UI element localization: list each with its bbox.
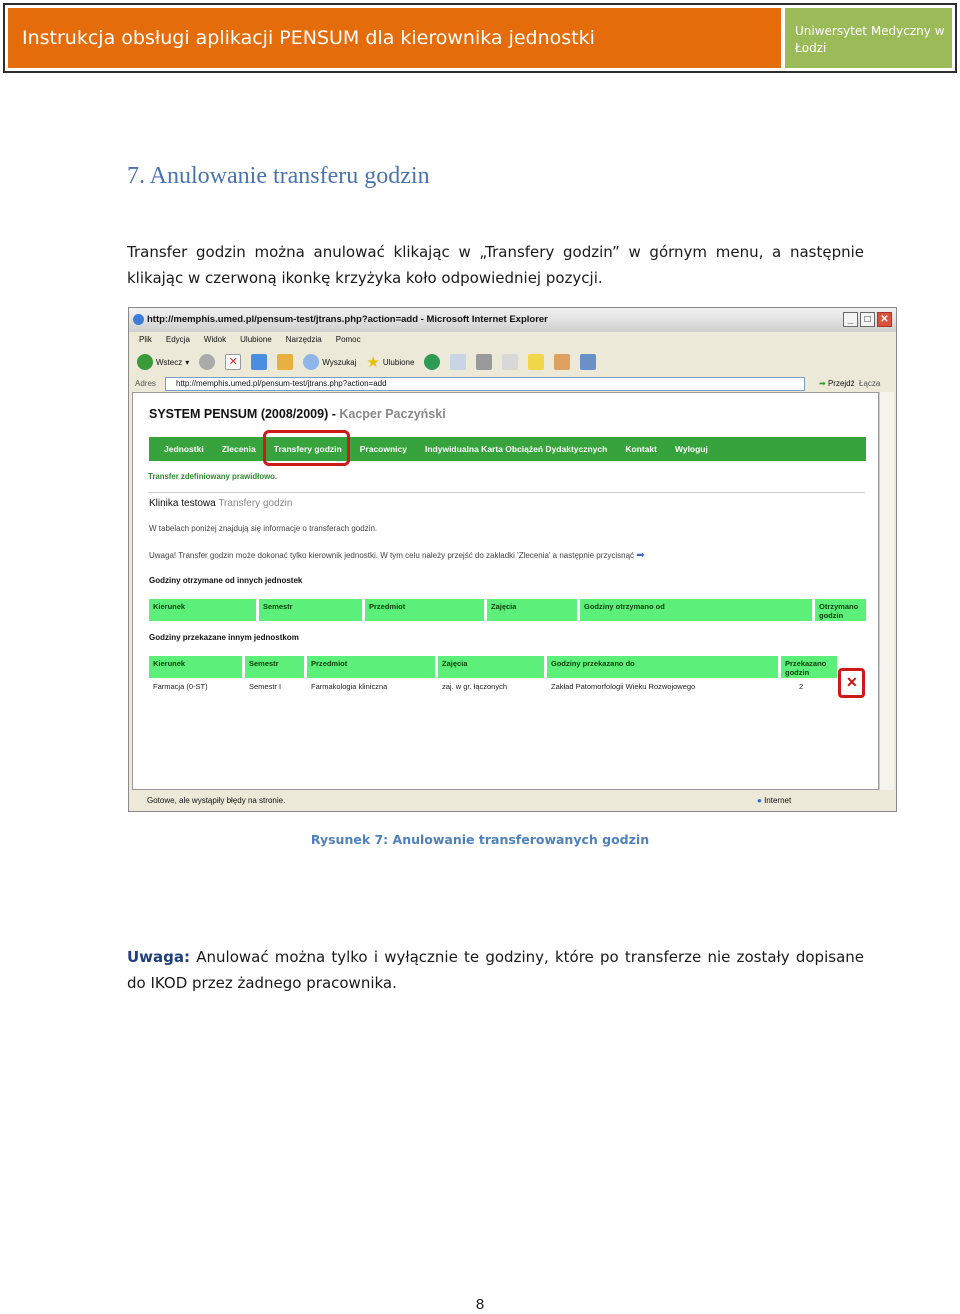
go-button[interactable] xyxy=(819,376,855,392)
back-label: Wstecz xyxy=(156,357,183,367)
page-number: 8 xyxy=(475,1296,485,1313)
window-title: http://memphis.umed.pl/pensum-test/jtrans.php?action=add - Microsoft Internet Explorer xyxy=(147,314,548,325)
favorites-label: Ulubione xyxy=(382,357,415,367)
breadcrumb xyxy=(149,498,292,509)
table-cell: Zakład Patomorfologii Wieku Rozwojowego xyxy=(547,678,781,696)
nav-kontakt[interactable]: Kontakt xyxy=(625,444,657,454)
status-bar xyxy=(129,791,896,811)
column-header: Kierunek xyxy=(149,599,259,621)
app-nav xyxy=(149,437,866,461)
menu-item[interactable]: Pomoc xyxy=(335,335,361,344)
document-title: Instrukcja obsługi aplikacji PENSUM dla kierownika jednostki xyxy=(8,8,781,68)
figure-caption: Rysunek 7: Anulowanie transferowanych godzin xyxy=(310,832,650,847)
warning-text: Uwaga! Transfer godzin może dokonać tylko kierownik jednostki. W tym celu należy przejść do zakładki 'Zlecenia' a następnie przycisnąć xyxy=(149,551,635,560)
search-label: Wyszukaj xyxy=(322,357,357,367)
go-label: Przejdź xyxy=(827,379,855,388)
note-text: Anulować można tylko i wyłącznie te godziny, które po transferze nie zostały dopisane do IKOD przez żadnego pracownika. xyxy=(127,948,864,992)
institution-name: Uniwersytet Medyczny w Łodzi xyxy=(785,8,952,68)
table-cell: 2 xyxy=(781,678,837,696)
address-bar xyxy=(129,376,896,392)
received-title: Godziny otrzymane od innych jednostek xyxy=(149,576,303,585)
column-header: Semestr xyxy=(245,656,307,678)
table-cell: zaj. w gr. łączonych xyxy=(438,678,547,696)
column-header: Zajęcia xyxy=(438,656,547,678)
column-header: Godziny otrzymano od xyxy=(580,599,815,621)
maximize-icon[interactable]: □ xyxy=(860,312,875,327)
page-viewport xyxy=(132,392,879,790)
research-icon[interactable] xyxy=(554,354,570,370)
messenger-icon[interactable] xyxy=(580,354,596,370)
user-name: Kacper Paczyński xyxy=(339,407,446,421)
note-paragraph xyxy=(127,944,864,996)
star-icon: ★ xyxy=(366,354,380,371)
menu-bar xyxy=(129,332,896,348)
column-header: Przedmiot xyxy=(307,656,438,678)
menu-item[interactable]: Plik xyxy=(139,335,152,344)
back-button[interactable]: Wstecz ▾ xyxy=(137,354,189,370)
success-message: Transfer zdefiniowany prawidłowo. xyxy=(148,472,278,481)
nav-jednostki[interactable]: Jednostki xyxy=(164,444,204,454)
table-header-row xyxy=(149,599,866,621)
delete-transfer-icon[interactable]: ✕ xyxy=(846,674,858,690)
column-header: Godziny przekazano do xyxy=(547,656,781,678)
column-header: Przedmiot xyxy=(365,599,487,621)
breadcrumb-unit: Klinika testowa xyxy=(149,498,216,509)
magnifier-icon xyxy=(303,354,319,370)
arrow-icon: ➡ xyxy=(636,550,645,561)
menu-item[interactable]: Edycja xyxy=(165,335,190,344)
history-icon[interactable] xyxy=(424,354,440,370)
system-name: SYSTEM PENSUM (2008/2009) - xyxy=(149,407,336,421)
given-title: Godziny przekazane innym jednostkom xyxy=(149,633,299,642)
forward-arrow-icon[interactable] xyxy=(199,354,215,370)
back-arrow-icon xyxy=(137,354,153,370)
page-header xyxy=(3,3,957,73)
browser-screenshot xyxy=(128,307,897,812)
warning-note xyxy=(149,550,645,561)
address-label: Adres xyxy=(135,379,156,388)
discuss-icon[interactable] xyxy=(528,354,544,370)
column-header: Otrzymano godzin xyxy=(815,599,866,621)
links-button[interactable]: Łącza xyxy=(859,379,881,388)
nav-highlight-marker xyxy=(263,430,350,466)
minimize-icon[interactable]: _ xyxy=(843,312,858,327)
vertical-scrollbar[interactable] xyxy=(879,392,894,790)
nav-ikod[interactable]: Indywidualna Karta Obciążeń Dydaktycznych xyxy=(424,444,608,454)
table-cell: Semestr I xyxy=(245,678,307,696)
received-table xyxy=(149,599,866,621)
nav-zlecenia[interactable]: Zlecenia xyxy=(221,444,256,454)
column-header: Kierunek xyxy=(149,656,245,678)
given-table xyxy=(149,656,866,696)
ie-logo-icon xyxy=(133,314,144,325)
stop-icon[interactable]: ✕ xyxy=(225,354,241,370)
nav-transfery-godzin[interactable]: Transfery godzin xyxy=(273,444,342,454)
table-row xyxy=(149,678,866,696)
address-input[interactable]: http://memphis.umed.pl/pensum-test/jtrans.php?action=add xyxy=(165,377,805,391)
intro-paragraph: Transfer godzin można anulować klikając w „Transfery godzin” w górnym menu, a następnie klikając w czerwoną ikonkę krzyżyka koło odpowiedniej pozycji. xyxy=(127,243,864,287)
home-icon[interactable] xyxy=(277,354,293,370)
status-text: Gotowe, ale wystąpiły błędy na stronie. xyxy=(147,796,286,805)
note-label: Uwaga: xyxy=(127,948,191,966)
globe-icon: ● xyxy=(757,796,762,805)
column-header: Zajęcia xyxy=(487,599,580,621)
window-titlebar xyxy=(129,308,896,332)
system-header xyxy=(149,407,446,421)
table-cell: Farmacja (0-ST) xyxy=(149,678,245,696)
search-button[interactable] xyxy=(303,354,356,370)
go-arrow-icon: ➡ xyxy=(819,379,826,388)
refresh-icon[interactable] xyxy=(251,354,267,370)
column-header: Przekazano godzin xyxy=(781,656,837,678)
menu-item[interactable]: Widok xyxy=(203,335,227,344)
edit-icon[interactable] xyxy=(502,354,518,370)
menu-item[interactable]: Ulubione xyxy=(240,335,272,344)
browser-toolbar xyxy=(129,348,896,376)
zone-label: Internet xyxy=(764,796,792,805)
mail-icon[interactable] xyxy=(450,354,466,370)
info-note: W tabelach poniżej znajdują się informacje o transferach godzin. xyxy=(149,524,378,533)
nav-pracownicy[interactable]: Pracownicy xyxy=(359,444,407,454)
favorites-button[interactable] xyxy=(366,353,414,371)
print-icon[interactable] xyxy=(476,354,492,370)
table-header-row xyxy=(149,656,866,678)
menu-item[interactable]: Narzędzia xyxy=(285,335,322,344)
section-heading: 7. Anulowanie transferu godzin xyxy=(127,163,430,189)
divider xyxy=(148,492,865,493)
column-header: Semestr xyxy=(259,599,365,621)
table-cell: Farmakologia kliniczna xyxy=(307,678,438,696)
nav-wyloguj[interactable]: Wyloguj xyxy=(674,444,708,454)
security-zone xyxy=(757,791,791,811)
breadcrumb-page: Transfery godzin xyxy=(218,498,293,509)
close-window-icon[interactable]: ✕ xyxy=(877,312,892,327)
